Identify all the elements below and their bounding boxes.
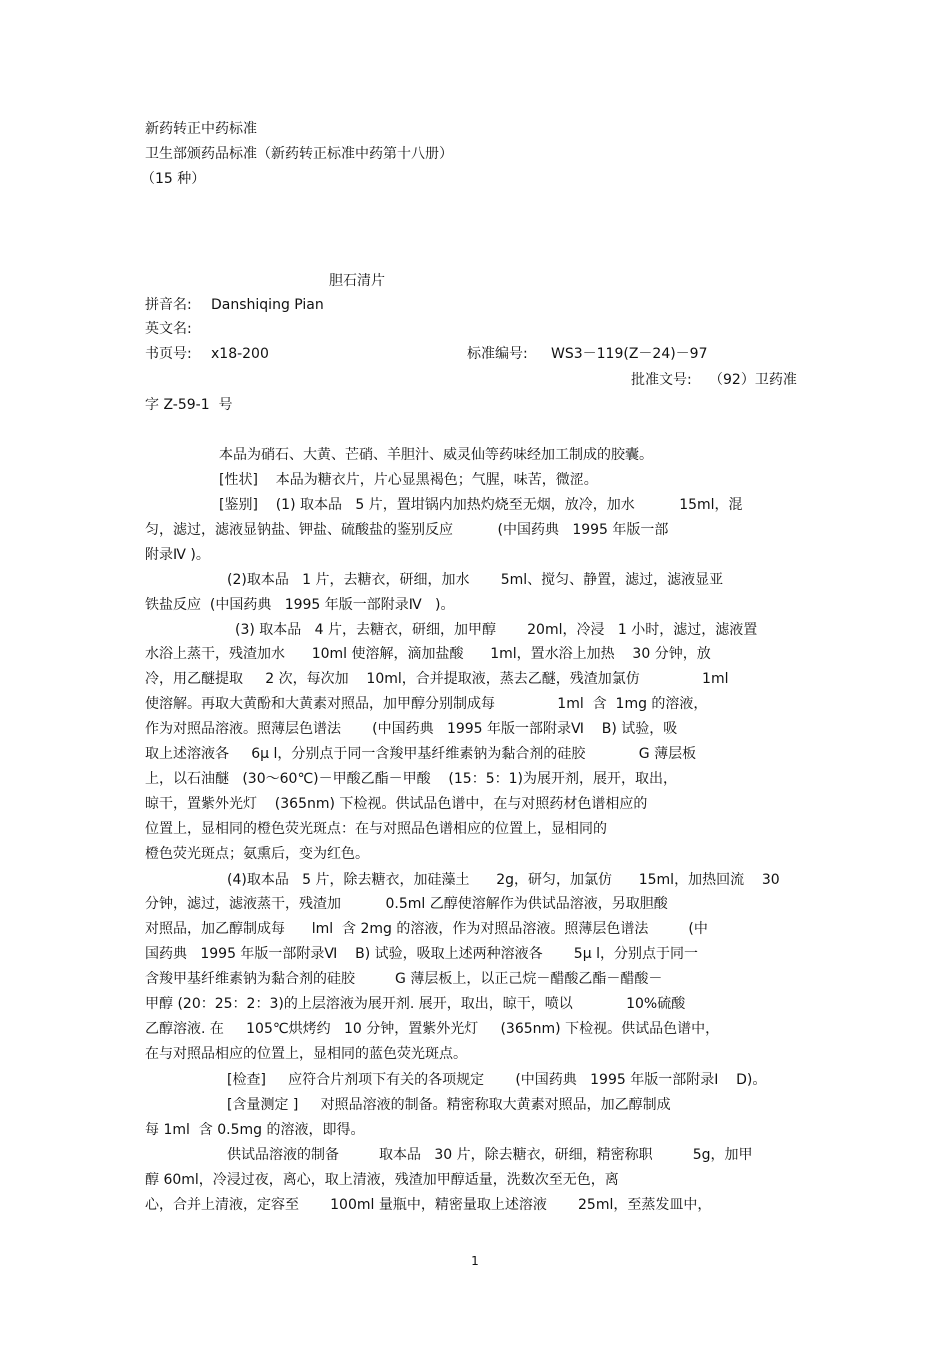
- body-line: 本品为硝石、大黄、芒硝、羊胆汁、威灵仙等药味经加工制成的胶囊。: [219, 447, 653, 463]
- body-line: 醇 60ml，冷浸过夜，离心，取上清液，残渣加甲醇适量，洗数次至无色，离: [145, 1172, 619, 1188]
- body-line: [性状] 本品为糖衣片，片心显黑褐色；气腥，味苦，微涩。: [219, 472, 598, 488]
- body-line: 作为对照品溶液。照薄层色谱法 (中国药典 1995 年版一部附录Ⅵ B) 试验，吸: [145, 721, 678, 737]
- body-line: 铁盐反应 (中国药典 1995 年版一部附录Ⅳ )。: [145, 597, 455, 613]
- body-line: 匀，滤过，滤液显钠盐、钾盐、硫酸盐的鉴别反应 (中国药典 1995 年版一部: [145, 522, 669, 538]
- body-line: (4)取本品 5 片，除去糖衣，加硅藻土 2g，研匀，加氯仿 15ml，加热回流 30: [227, 872, 780, 888]
- body-line: 甲醇 (20：25：2：3)的上层溶液为展开剂. 展开，取出，晾干，喷以 10%硫酸: [145, 996, 686, 1012]
- std-label: 标准编号:: [467, 346, 528, 362]
- document-title: 胆石清片: [329, 273, 385, 289]
- pinyin-value: Danshiqing Pian: [211, 297, 324, 313]
- body-line: 上，以石油醚 (30～60℃)－甲酸乙酯－甲酸 (15：5：1)为展开剂，展开，取出，: [145, 771, 677, 787]
- std-value: WS3－119(Z－24)－97: [551, 346, 708, 362]
- body-line: 晾干，置紫外光灯 (365nm) 下检视。供试品色谱中，在与对照药材色谱相应的: [145, 796, 648, 812]
- body-line: 取上述溶液各 6μ l，分别点于同一含羧甲基纤维素钠为黏合剂的硅胶 G 薄层板: [145, 746, 697, 762]
- body-line: 冷，用乙醚提取 2 次，每次加 10ml，合并提取液，蒸去乙醚，残渣加氯仿 1ml: [145, 671, 729, 687]
- body-line: (3) 取本品 4 片，去糖衣，研细，加甲醇 20ml，冷浸 1 小时，滤过，滤液置: [235, 622, 758, 638]
- page-label: 书页号:: [145, 346, 192, 362]
- body-line: 水浴上蒸干，残渣加水 10ml 使溶解，滴加盐酸 1ml，置水浴上加热 30 分钟，放: [145, 646, 711, 662]
- body-line: 位置上，显相同的橙色荧光斑点：在与对照品色谱相应的位置上，显相同的: [145, 821, 607, 837]
- body-line: 国药典 1995 年版一部附录Ⅵ B) 试验，吸取上述两种溶液各 5μ l，分别点于同一: [145, 946, 698, 962]
- header-line-3: （15 种）: [141, 171, 206, 187]
- body-line: [鉴别] (1) 取本品 5 片，置坩锅内加热灼烧至无烟，放冷，加水 15ml，混: [219, 497, 743, 513]
- body-line: 橙色荧光斑点；氨熏后，变为红色。: [145, 846, 369, 862]
- page-number: 1: [471, 1254, 479, 1268]
- english-label: 英文名:: [145, 321, 192, 337]
- body-line: (2)取本品 1 片，去糖衣，研细，加水 5ml、搅匀、静置，滤过，滤液显亚: [227, 572, 724, 588]
- body-line: 附录Ⅳ )。: [145, 547, 210, 563]
- body-line: [检查] 应符合片剂项下有关的各项规定 (中国药典 1995 年版一部附录Ⅰ D)。: [227, 1072, 767, 1088]
- approval-cont: 字 Z-59-1 号: [145, 397, 233, 413]
- approval-value: （92）卫药准: [709, 372, 797, 388]
- header-line-1: 新药转正中药标准: [145, 121, 257, 137]
- body-line: 使溶解。再取大黄酚和大黄素对照品，加甲醇分别制成每 1ml 含 1mg 的溶液，: [145, 696, 708, 712]
- body-line: [含量测定 ] 对照品溶液的制备。精密称取大黄素对照品，加乙醇制成: [227, 1097, 671, 1113]
- header-line-2: 卫生部颁药品标准（新药转正标准中药第十八册）: [145, 146, 453, 162]
- body-line: 对照品，加乙醇制成每 lml 含 2mg 的溶液，作为对照品溶液。照薄层色谱法 (中: [145, 921, 708, 937]
- body-line: 含羧甲基纤维素钠为黏合剂的硅胶 G 薄层板上，以正己烷－醋酸乙酯－醋酸－: [145, 971, 663, 987]
- body-line: 供试品溶液的制备 取本品 30 片，除去糖衣，研细，精密称职 5g，加甲: [227, 1147, 753, 1163]
- body-line: 乙醇溶液. 在 105℃烘烤约 10 分钟，置紫外光灯 (365nm) 下检视。供试品色谱中，: [145, 1021, 720, 1037]
- pinyin-label: 拼音名:: [145, 297, 192, 313]
- approval-label: 批准文号:: [631, 372, 692, 388]
- body-line: 心，合并上清液，定容至 100ml 量瓶中，精密量取上述溶液 25ml，至蒸发皿中，: [145, 1197, 712, 1213]
- body-line: 每 1ml 含 0.5mg 的溶液，即得。: [145, 1122, 365, 1138]
- page-value: x18-200: [211, 346, 269, 362]
- body-line: 分钟，滤过，滤液蒸干，残渣加 0.5ml 乙醇使溶解作为供试品溶液，另取胆酸: [145, 896, 668, 912]
- body-line: 在与对照品相应的位置上，显相同的蓝色荧光斑点。: [145, 1046, 467, 1062]
